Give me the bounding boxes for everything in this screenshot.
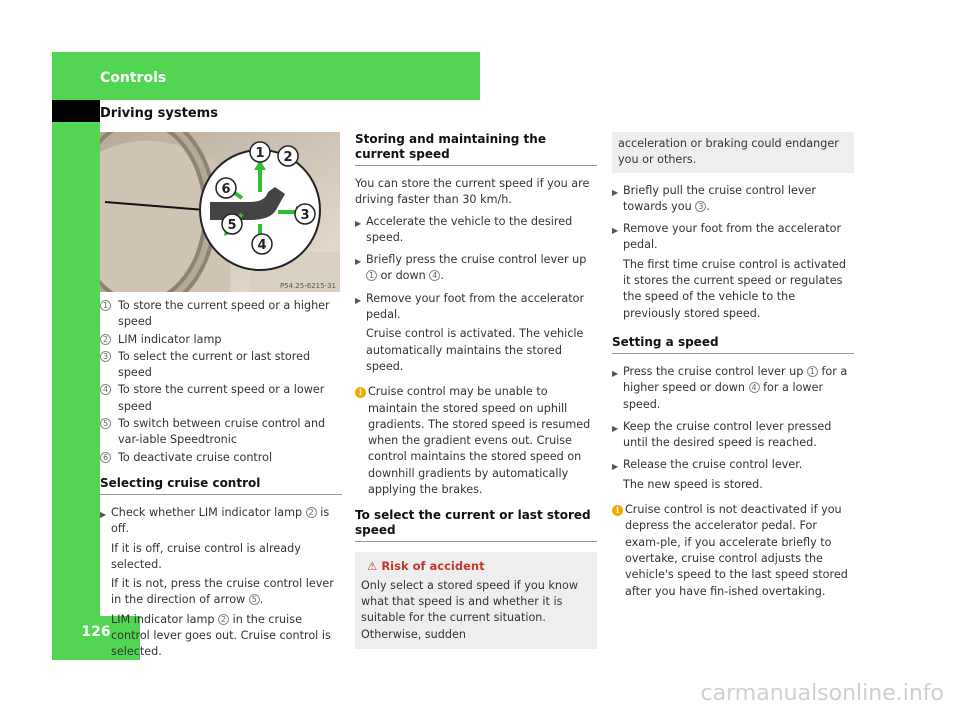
warning-triangle-icon: ⚠ bbox=[367, 559, 378, 574]
step: ▶ Keep the cruise control lever pressed until the desired speed is reached. bbox=[612, 419, 854, 455]
column-2 bbox=[355, 132, 597, 649]
callout-4: 4 bbox=[257, 238, 267, 253]
bullet-arrow-icon: ▶ bbox=[355, 295, 362, 305]
step: ▶ Briefly pull the cruise control lever towards you 3 . bbox=[612, 183, 854, 219]
side-bar bbox=[52, 122, 100, 660]
bullet-arrow-icon: ▶ bbox=[100, 509, 107, 519]
callout-1: 1 bbox=[255, 146, 265, 161]
column-3 bbox=[612, 132, 854, 608]
heading-storing: Storing and maintaining the current speed bbox=[355, 132, 597, 166]
legend-item: 4 To store the current speed or a lower speed bbox=[100, 382, 342, 415]
storing-intro: You can store the current speed if you are driving faster than 30 km/h. bbox=[355, 177, 590, 207]
warning-box-continued: acceleration or braking could endanger you or others. bbox=[612, 132, 854, 173]
callout-3: 3 bbox=[300, 208, 310, 223]
bullet-arrow-icon: ▶ bbox=[612, 187, 619, 197]
bullet-arrow-icon: ▶ bbox=[612, 226, 619, 236]
info-note: i Cruise control is not deactivated if you depress the accelerator pedal. For exam-ple, if you accelerate briefly to overtake, cruise control adjusts the vehicle's speed to the last speed stored after you have fin-ished overtaking. bbox=[612, 502, 854, 600]
bullet-arrow-icon: ▶ bbox=[612, 368, 619, 378]
section-header-bar bbox=[52, 52, 480, 100]
page-number: 126 bbox=[81, 624, 111, 640]
step: ▶ Release the cruise control lever. The new speed is stored. bbox=[612, 457, 854, 496]
info-icon: i bbox=[355, 387, 366, 398]
steering-wheel-illustration bbox=[100, 132, 340, 292]
callout-2: 2 bbox=[283, 150, 293, 165]
warning-title: Risk of accident bbox=[381, 559, 485, 574]
bullet-arrow-icon: ▶ bbox=[355, 257, 362, 267]
info-note: i Cruise control may be unable to maintain the stored speed on uphill gradients. The stored speed is resumed when the gradient evens out. Cruise control maintains the stored speed on downhill gradients by automatically applying the brakes. bbox=[355, 384, 597, 498]
warning-text: Only select a stored speed if you know what that speed is and whether it is suitable for the current situation. Otherwise, sudden bbox=[361, 578, 578, 641]
callout-5: 5 bbox=[227, 218, 237, 233]
step: ▶ Remove your foot from the accelerator pedal. The first time cruise control is activated it stores the current speed or regulates the speed of the vehicle to the previously stored speed. bbox=[612, 221, 854, 325]
step: ▶ Accelerate the vehicle to the desired speed. bbox=[355, 214, 597, 250]
bullet-arrow-icon: ▶ bbox=[612, 423, 619, 433]
step: ▶ Press the cruise control lever up 1 for a higher speed or down 4 for a lower speed. bbox=[612, 364, 854, 416]
black-tab-marker bbox=[52, 100, 100, 122]
heading-setting: Setting a speed bbox=[612, 335, 854, 354]
warning-box bbox=[355, 552, 597, 648]
bullet-arrow-icon: ▶ bbox=[355, 218, 362, 228]
legend-item: 1 To store the current speed or a higher speed bbox=[100, 298, 342, 331]
info-icon: i bbox=[612, 505, 623, 516]
heading-selecting: Selecting cruise control bbox=[100, 476, 342, 495]
step: ▶ Briefly press the cruise control lever up 1 or down 4 . bbox=[355, 252, 597, 288]
legend-item: 2 LIM indicator lamp bbox=[100, 332, 342, 348]
legend-item: 3 To select the current or last stored speed bbox=[100, 349, 342, 382]
section-title: Controls bbox=[100, 70, 167, 86]
heading-select-last: To select the current or last stored speed bbox=[355, 508, 597, 542]
bullet-arrow-icon: ▶ bbox=[612, 462, 619, 472]
callout-6: 6 bbox=[221, 182, 231, 197]
step: ▶ Check whether LIM indicator lamp 2 is off. If it is off, cruise control is already selected. If it is not, press the cruise control lever in the direction of arrow 5 . LIM indicator lamp 2 in the cruise control lever goes out. Cruise control is selected. bbox=[100, 505, 342, 664]
watermark: carmanualsonline.info bbox=[700, 681, 944, 706]
legend-item: 6 To deactivate cruise control bbox=[100, 450, 342, 466]
legend-item: 5 To switch between cruise control and var-iable Speedtronic bbox=[100, 416, 342, 449]
subsection-title: Driving systems bbox=[100, 106, 218, 121]
step: ▶ Remove your foot from the accelerator pedal. Cruise control is activated. The vehicle automatically maintains the stored speed. bbox=[355, 291, 597, 378]
cruise-control-figure bbox=[100, 132, 340, 292]
image-code: P54.25-6215-31 bbox=[279, 282, 336, 290]
column-1 bbox=[100, 132, 342, 667]
